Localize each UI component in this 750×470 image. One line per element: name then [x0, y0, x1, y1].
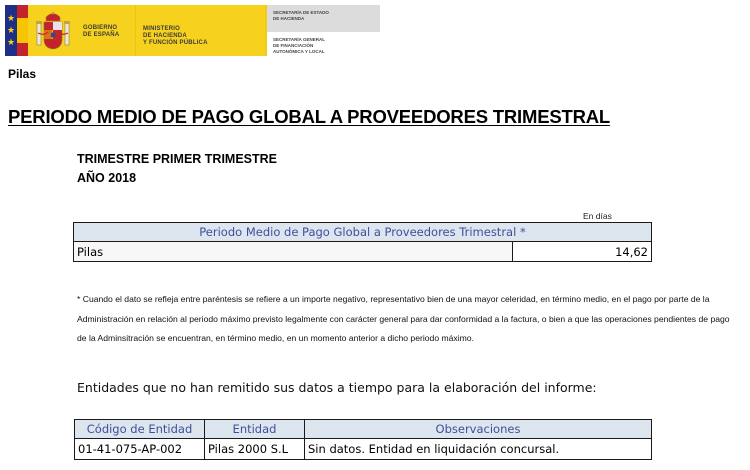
municipality-name: Pilas — [8, 67, 37, 81]
ministry-panel — [28, 5, 265, 56]
report-period — [77, 150, 277, 188]
government-name: GOBIERNO DE ESPAÑA — [83, 25, 120, 38]
page-title: PERIODO MEDIO DE PAGO GLOBAL A PROVEEDORES TRIMESTRAL — [8, 106, 611, 127]
star-icon: ★ — [6, 13, 16, 23]
general-secretariat: SECRETARÍA GENERAL DE FINANCIACIÓN AUTONÓMICA Y LOCAL — [267, 32, 380, 56]
star-icon: ★ — [6, 37, 16, 47]
eu-stars-icon — [5, 5, 17, 56]
pmp-table-header: Periodo Medio de Pago Global a Proveedores Trimestral * — [74, 223, 652, 242]
divider — [135, 5, 136, 56]
entity-name-cell: Pilas — [74, 242, 513, 262]
column-header-observations: Observaciones — [305, 420, 652, 439]
late-entities-heading: Entidades que no han remitido sus datos a tiempo para la elaboración del informe: — [77, 380, 597, 395]
coat-of-arms-icon — [36, 11, 70, 51]
quarter-label: TRIMESTRE PRIMER TRIMESTRE — [77, 152, 278, 166]
observations-cell: Sin datos. Entidad en liquidación concursal. — [305, 439, 652, 460]
pmp-table — [73, 222, 652, 262]
star-icon: ★ — [6, 25, 16, 35]
entity-name-cell: Pilas 2000 S.L — [205, 439, 305, 460]
entity-code-cell: 01-41-075-AP-002 — [75, 439, 205, 460]
column-header-entity: Entidad — [205, 420, 305, 439]
table-row — [74, 242, 652, 262]
column-header-code: Código de Entidad — [75, 420, 205, 439]
year-label: AÑO 2018 — [77, 171, 137, 185]
secretariat-of-state: SECRETARÍA DE ESTADO DE HACIENDA — [267, 5, 380, 32]
table-row — [75, 439, 652, 460]
late-entities-table — [74, 419, 652, 460]
pmp-value-cell: 14,62 — [513, 242, 652, 262]
ministry-name: MINISTERIO DE HACIENDA Y FUNCIÓN PÚBLICA — [143, 26, 208, 46]
government-logo-banner — [5, 5, 380, 56]
units-label: En días — [583, 211, 612, 221]
footnote: * Cuando el dato se refleja entre paréntesis se refiere a un importe negativo, representativo bien de una mayor celeridad, en término medio, en el pago por parte de la Administración en relación al periodo máximo previsto legalmente con carácter general para dar conformidad a la factura, o bien a que las operaciones pendientes de pago de la Adminsitración se encuentran, en término medio, en un momento anterior a dicho periodo máximo. — [77, 294, 730, 343]
secretariat-panel — [265, 5, 380, 56]
spain-flag-icon — [17, 5, 28, 56]
